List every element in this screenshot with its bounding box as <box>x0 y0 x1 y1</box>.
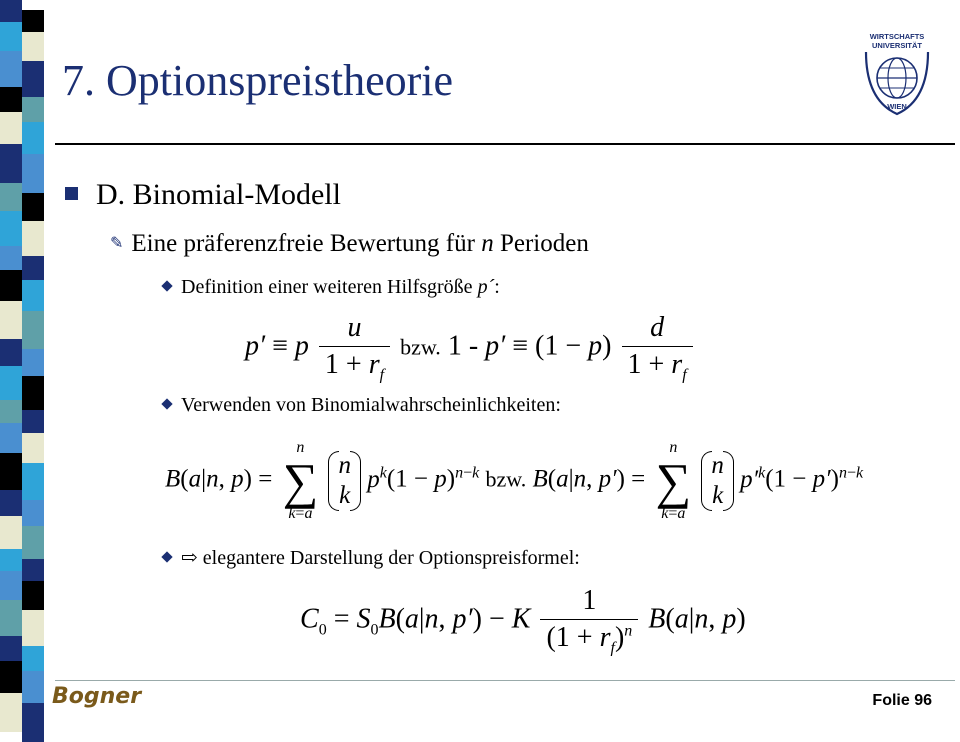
stripe-block <box>22 410 44 433</box>
stripe-block <box>22 154 44 193</box>
stripe-block <box>22 526 44 559</box>
stripe-block <box>0 400 22 423</box>
stripe-block <box>22 280 44 311</box>
formula-p-prime: p′ ≡ p $\frac{u}{1 + r_f}$ bzw. 1 - p′ ≡ (1 − p) $\frac{d}{1 + r_f}$ <box>245 312 696 385</box>
stripe-block <box>0 571 22 600</box>
bullet3a-text: Definition einer weiteren Hilfsgröße <box>181 276 478 298</box>
bullet3b-text: Verwenden von Binomialwahrscheinlichkeiten: <box>181 394 561 416</box>
stripe-block <box>0 693 22 732</box>
stripe-block <box>22 581 44 610</box>
pen-bullet-icon: ✎ <box>110 235 124 252</box>
stripe-block <box>0 144 22 183</box>
slide-title: 7. Optionspreistheorie <box>62 56 454 105</box>
bullet-level3-binomial <box>160 394 561 417</box>
stripe-block <box>22 349 44 376</box>
footer-rule <box>55 680 955 681</box>
stripe-block <box>22 646 44 671</box>
diamond-bullet-icon <box>161 398 172 409</box>
stripe-block <box>22 256 44 280</box>
stripe-block <box>22 10 44 32</box>
stripe-block <box>22 433 44 463</box>
bullet-level1 <box>65 178 341 212</box>
bzw-label-1: bzw. <box>400 334 441 360</box>
bzw-label-2: bzw. <box>485 466 527 492</box>
bullet2-var: n <box>481 230 494 257</box>
stripe-block <box>22 221 44 256</box>
stripe-block <box>22 122 44 154</box>
stripe-block <box>22 61 44 97</box>
stripe-block <box>0 87 22 112</box>
stripe-block <box>0 270 22 301</box>
bullet-level2 <box>110 230 589 258</box>
stripe-block <box>0 600 22 636</box>
university-logo <box>858 30 936 122</box>
stripe-block <box>0 453 22 490</box>
brand-logo: Bogner <box>52 684 142 709</box>
square-bullet-icon <box>65 187 78 200</box>
stripe-block <box>0 301 22 339</box>
bullet-level1-text: D. Binomial-Modell <box>96 178 341 211</box>
bullet-level3-definition <box>160 276 500 299</box>
arrow-right-icon: ⇨ <box>181 547 198 569</box>
bullet2-text: Eine präferenzfreie Bewertung für <box>131 230 482 257</box>
title-rule <box>55 143 955 145</box>
stripe-block <box>0 516 22 549</box>
logo-line3: WIEN <box>887 102 907 111</box>
stripe-block <box>0 661 22 693</box>
stripe-block <box>22 32 44 61</box>
diamond-bullet-icon <box>161 551 172 562</box>
stripe-block <box>0 246 22 270</box>
stripe-block <box>22 311 44 349</box>
logo-line2: UNIVERSITÄT <box>871 41 923 50</box>
stripe-block <box>0 22 22 51</box>
stripe-block <box>22 97 44 122</box>
stripe-block <box>0 0 22 22</box>
stripe-block <box>22 671 44 703</box>
page-number: Folie 96 <box>872 692 932 709</box>
bullet3a-text-end: : <box>494 276 500 298</box>
stripe-block <box>0 423 22 453</box>
bullet3a-var: p´ <box>477 276 495 298</box>
stripe-block <box>22 376 44 410</box>
stripe-block <box>0 112 22 144</box>
stripe-block <box>0 339 22 366</box>
bullet-level3-option-formula <box>160 545 580 570</box>
stripe-block <box>0 636 22 661</box>
stripe-block <box>22 193 44 221</box>
stripe-block <box>0 549 22 571</box>
stripe-block <box>22 500 44 526</box>
stripe-block <box>0 366 22 400</box>
stripe-block <box>22 703 44 742</box>
stripe-block <box>22 463 44 500</box>
diamond-bullet-icon <box>161 280 172 291</box>
stripe-block <box>22 559 44 581</box>
decorative-stripe <box>0 0 48 720</box>
stripe-block <box>22 610 44 646</box>
formula-option-price: $C_0 = S_0B(a|n$, p′) − K $\frac{1}{(1 + r_f)^n}$ B(a|n, p) <box>300 585 746 657</box>
bullet2-text-end: Perioden <box>493 230 589 257</box>
formula-binomial: B(a|n, p) = n ∑ k=a n k $p^k(1 - p)^{n-k}$ bzw. B(a|n, p′) = n ∑ k=a n k $p'^k(1 - p')^{n-k}$ <box>165 439 864 522</box>
stripe-block <box>0 490 22 516</box>
bullet3c-text: elegantere Darstellung der Optionspreisformel: <box>202 547 580 569</box>
logo-line1: WIRTSCHAFTS <box>869 32 925 41</box>
stripe-block <box>0 183 22 211</box>
stripe-block <box>0 51 22 87</box>
stripe-block <box>0 211 22 246</box>
